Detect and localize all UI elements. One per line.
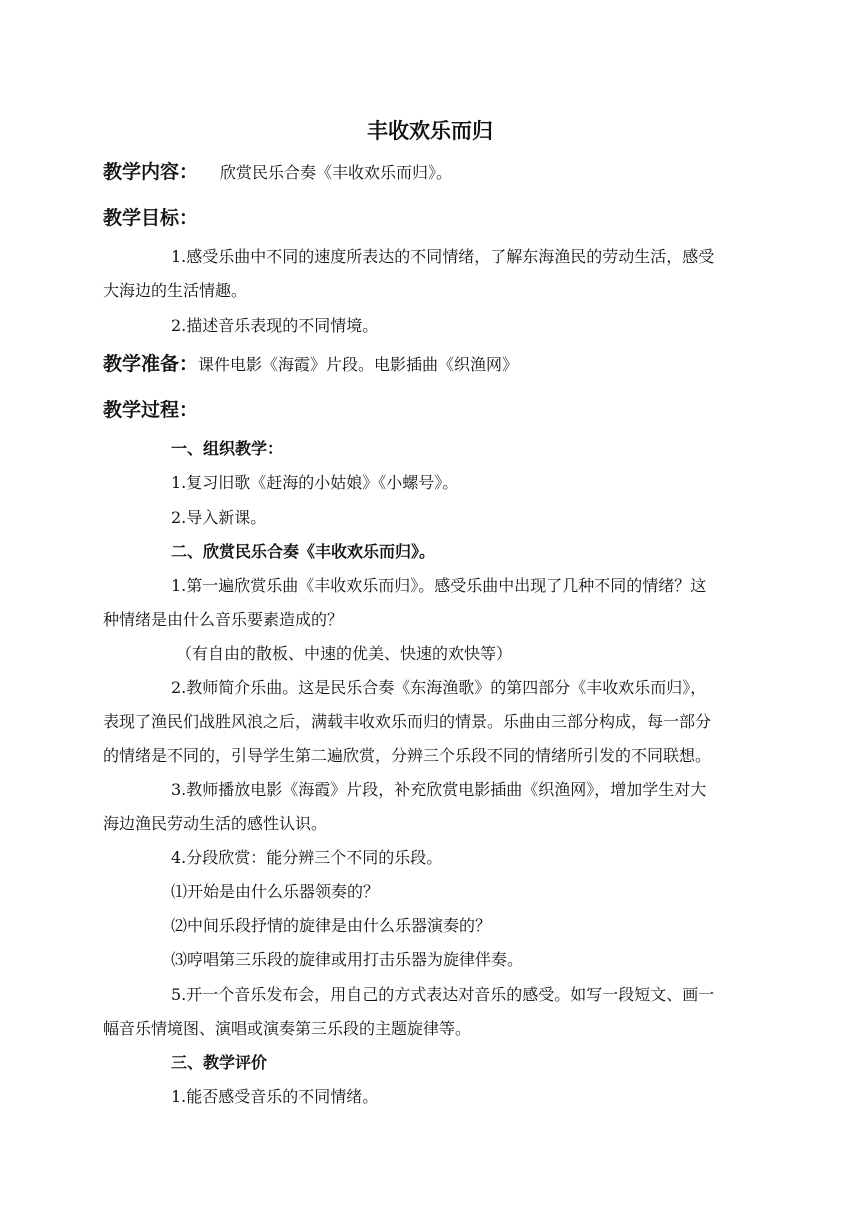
section2-item4-a: ⑴开始是由什么乐器领奏的？ — [171, 882, 380, 901]
section2-item1-line2: 种情绪是由什么音乐要素造成的？ — [103, 610, 344, 629]
content-text: 欣赏民乐合奏《丰收欢乐而归》。 — [220, 163, 453, 182]
goal1-line2: 大海边的生活情趣。 — [103, 281, 248, 300]
section3-item1: 1.能否感受音乐的不同情绪。 — [171, 1087, 379, 1106]
section2-item5-line2: 幅音乐情境图、演唱或演奏第三乐段的主题旋律等。 — [103, 1019, 472, 1038]
goals-label: 教学目标： — [103, 207, 199, 229]
section2-item3-line2: 海边渔民劳动生活的感性认识。 — [103, 814, 328, 833]
section2-item5-line1: 5.开一个音乐发布会，用自己的方式表达对音乐的感受。如写一段短文、画一 — [171, 985, 715, 1004]
prep-label: 教学准备： — [103, 353, 199, 375]
section2-item2-line2: 表现了渔民们战胜风浪之后，满载丰收欢乐而归的情景。乐曲由三部分构成，每一部分 — [103, 712, 712, 731]
prep-text: 课件电影《海霞》片段。电影插曲《织渔网》 — [198, 355, 519, 374]
section2-item4-c: ⑶哼唱第三乐段的旋律或用打击乐器为旋律伴奏。 — [171, 950, 524, 969]
section2-item3-line1: 3.教师播放电影《海霞》片段，补充欣赏电影插曲《织渔网》，增加学生对大 — [171, 780, 707, 799]
section2-item4: 4.分段欣赏：能分辨三个不同的乐段。 — [171, 848, 443, 867]
section2-item1-note: （有自由的散板、中速的优美、快速的欢快等） — [176, 644, 513, 663]
content-label: 教学内容： — [103, 161, 199, 183]
section2-item2-line1: 2.教师简介乐曲。这是民乐合奏《东海渔歌》的第四部分《丰收欢乐而归》， — [171, 678, 707, 697]
section3-title: 三、教学评价 — [171, 1053, 268, 1072]
goal1-line1: 1.感受乐曲中不同的速度所表达的不同情绪，了解东海渔民的劳动生活，感受 — [171, 247, 715, 266]
content-row — [103, 162, 760, 183]
section1-title: 一、组织教学： — [171, 439, 284, 458]
document-title: 丰收欢乐而归 — [367, 119, 493, 143]
section1-item1: 1.复习旧歌《赶海的小姑娘》《小螺号》。 — [171, 473, 459, 492]
section2-item1-line1: 1.第一遍欣赏乐曲《丰收欢乐而归》。感受乐曲中出现了几种不同的情绪？这 — [171, 576, 707, 595]
section2-title: 二、欣赏民乐合奏《丰收欢乐而归》。 — [171, 542, 436, 561]
process-label: 教学过程： — [103, 399, 199, 421]
section2-item4-b: ⑵中间乐段抒情的旋律是由什么乐器演奏的？ — [171, 916, 492, 935]
section2-item2-line3: 的情绪是不同的，引导学生第二遍欣赏，分辨三个乐段不同的情绪所引发的不同联想。 — [103, 746, 712, 765]
goal2: 2.描述音乐表现的不同情境。 — [171, 316, 379, 335]
prep-row — [103, 354, 760, 375]
section1-item2: 2.导入新课。 — [171, 508, 267, 527]
